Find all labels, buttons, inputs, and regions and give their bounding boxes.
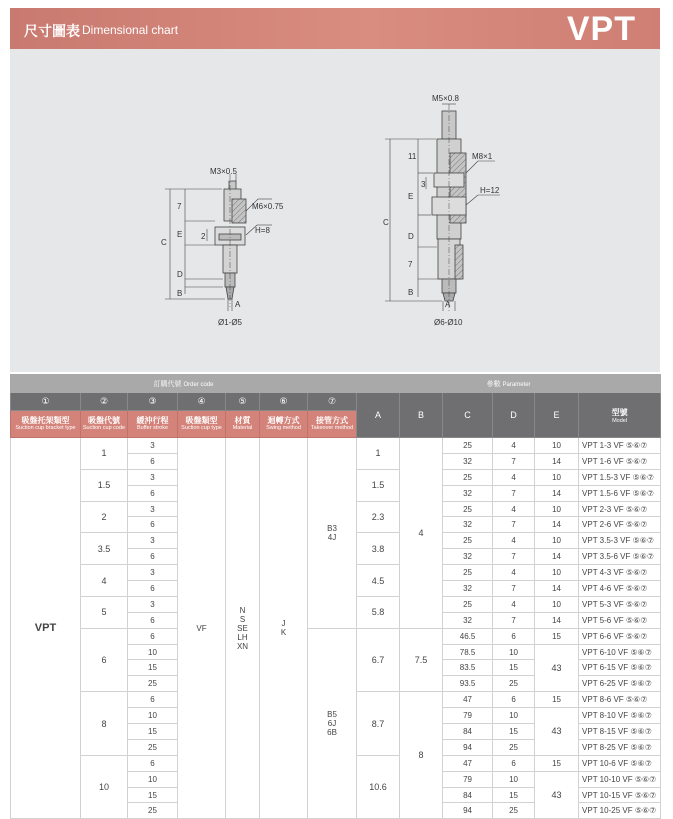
cup-code-cell: 4 — [81, 565, 128, 597]
right-thread-side-label: M8×1 — [472, 152, 493, 161]
stroke-cell: 25 — [128, 739, 178, 755]
right-hex-label: H=12 — [480, 186, 500, 195]
left-tip-label: Ø1-Ø5 — [218, 318, 243, 327]
order-code-header: 訂購代號 Order code — [11, 375, 357, 393]
right-dim-7-label: 7 — [408, 260, 413, 269]
left-hex-label: H=8 — [255, 226, 270, 235]
swing-option: J — [281, 619, 286, 629]
param-a-cell: 1.5 — [357, 469, 400, 501]
model-cell: VPT 4-3 VF ⑤⑥⑦ — [579, 565, 661, 581]
table-row — [11, 628, 661, 644]
param-a-cell: 4.5 — [357, 565, 400, 597]
model-cell: VPT 8-25 VF ⑤⑥⑦ — [579, 739, 661, 755]
stroke-cell: 6 — [128, 628, 178, 644]
param-c-cell: 94 — [443, 739, 493, 755]
model-cell: VPT 3.5-6 VF ⑤⑥⑦ — [579, 549, 661, 565]
material-option: XN — [236, 641, 249, 651]
param-d-cell: 15 — [493, 660, 535, 676]
right-dim-d-label: D — [408, 232, 414, 241]
param-e-cell: 10 — [535, 438, 579, 454]
param-e-cell: 15 — [535, 628, 579, 644]
param-e-cell: 10 — [535, 565, 579, 581]
param-a-cell: 8.7 — [357, 692, 400, 756]
bracket-type-cell: VPT — [11, 438, 81, 819]
specification-table — [10, 374, 661, 819]
left-dim-c-label: C — [161, 238, 167, 247]
param-d-cell: 4 — [493, 501, 535, 517]
param-b-cell: 7.5 — [400, 628, 443, 692]
param-d-cell: 7 — [493, 549, 535, 565]
param-a-cell: 3.8 — [357, 533, 400, 565]
param-e-cell: 10 — [535, 469, 579, 485]
param-a-cell: 6.7 — [357, 628, 400, 692]
model-cell: VPT 8-10 VF ⑤⑥⑦ — [579, 708, 661, 724]
param-d-cell: 25 — [493, 803, 535, 819]
param-d-cell: 6 — [493, 628, 535, 644]
param-c-cell: 79 — [443, 771, 493, 787]
param-c-cell: 32 — [443, 485, 493, 501]
param-e-cell: 43 — [535, 708, 579, 756]
param-c-cell: 94 — [443, 803, 493, 819]
stroke-cell: 6 — [128, 549, 178, 565]
param-c-cell: 84 — [443, 724, 493, 740]
param-d-cell: 10 — [493, 644, 535, 660]
model-cell: VPT 1.5-6 VF ⑤⑥⑦ — [579, 485, 661, 501]
param-c-cell: 84 — [443, 787, 493, 803]
right-dim-c-label: C — [383, 218, 389, 227]
param-c-cell: 47 — [443, 755, 493, 771]
stroke-cell: 15 — [128, 787, 178, 803]
right-thread-top-label: M5×0.8 — [432, 94, 459, 103]
stroke-cell: 6 — [128, 692, 178, 708]
model-cell: VPT 10-10 VF ⑤⑥⑦ — [579, 771, 661, 787]
cup-code-cell: 3.5 — [81, 533, 128, 565]
stroke-cell: 3 — [128, 565, 178, 581]
cup-code-cell: 10 — [81, 755, 128, 819]
param-a-cell: 1 — [357, 438, 400, 470]
param-b-cell: 4 — [400, 438, 443, 629]
left-dim-e-label: E — [177, 230, 183, 239]
param-d-cell: 4 — [493, 469, 535, 485]
left-dim-2-label: 2 — [201, 232, 206, 241]
stroke-cell: 6 — [128, 755, 178, 771]
model-cell: VPT 6-25 VF ⑤⑥⑦ — [579, 676, 661, 692]
model-cell: VPT 5-3 VF ⑤⑥⑦ — [579, 596, 661, 612]
model-cell: VPT 10-6 VF ⑤⑥⑦ — [579, 755, 661, 771]
model-cell: VPT 5-6 VF ⑤⑥⑦ — [579, 612, 661, 628]
material-option: N — [239, 605, 246, 615]
takeover-small-cell — [308, 438, 357, 629]
col-cup-type-header: 吸盤類型 Suction cup type — [178, 411, 226, 438]
stroke-cell: 10 — [128, 771, 178, 787]
param-c-cell: 25 — [443, 533, 493, 549]
right-tip-label: Ø6-Ø10 — [434, 318, 463, 327]
param-c-cell: 78.5 — [443, 644, 493, 660]
param-c-cell: 83.5 — [443, 660, 493, 676]
param-e-cell: 15 — [535, 692, 579, 708]
model-cell: VPT 1-3 VF ⑤⑥⑦ — [579, 438, 661, 454]
col-num-4: ④ — [178, 393, 226, 411]
takeover-option: B3 — [327, 523, 337, 533]
model-cell: VPT 1.5-3 VF ⑤⑥⑦ — [579, 469, 661, 485]
param-c-cell: 93.5 — [443, 676, 493, 692]
takeover-large-cell — [308, 628, 357, 819]
param-e-cell: 14 — [535, 453, 579, 469]
param-d-cell: 15 — [493, 724, 535, 740]
col-model-header: 型號 Model — [579, 393, 661, 438]
left-dim-7-label: 7 — [177, 202, 182, 211]
col-c-header: C — [443, 393, 493, 438]
param-e-cell: 14 — [535, 581, 579, 597]
param-e-cell: 43 — [535, 644, 579, 692]
param-e-cell: 14 — [535, 485, 579, 501]
table-row — [11, 438, 661, 454]
model-cell: VPT 6-10 VF ⑤⑥⑦ — [579, 644, 661, 660]
col-num-1: ① — [11, 393, 81, 411]
stroke-cell: 6 — [128, 612, 178, 628]
col-d-header: D — [493, 393, 535, 438]
parameter-header: 參數 Parameter — [357, 375, 661, 393]
param-d-cell: 7 — [493, 485, 535, 501]
param-c-cell: 25 — [443, 565, 493, 581]
param-e-cell: 10 — [535, 501, 579, 517]
stroke-cell: 6 — [128, 485, 178, 501]
left-thread-side-label: M6×0.75 — [252, 202, 284, 211]
stroke-cell: 6 — [128, 581, 178, 597]
param-e-cell: 14 — [535, 549, 579, 565]
col-code-header: 吸盤代號 Suction cup code — [81, 411, 128, 438]
right-dim-e-label: E — [408, 192, 414, 201]
cup-code-cell: 2 — [81, 501, 128, 533]
right-dim-a-label: A — [445, 300, 451, 309]
swing-option: K — [280, 628, 287, 638]
param-c-cell: 25 — [443, 501, 493, 517]
stroke-cell: 3 — [128, 501, 178, 517]
param-a-cell: 2.3 — [357, 501, 400, 533]
stroke-cell: 25 — [128, 676, 178, 692]
col-e-header: E — [535, 393, 579, 438]
col-num-7: ⑦ — [308, 393, 357, 411]
param-e-cell: 15 — [535, 755, 579, 771]
param-b-cell: 8 — [400, 692, 443, 819]
left-dim-a-label: A — [235, 300, 241, 309]
param-d-cell: 25 — [493, 676, 535, 692]
right-dim-b-label: B — [408, 288, 414, 297]
param-c-cell: 32 — [443, 453, 493, 469]
model-cell: VPT 2-6 VF ⑤⑥⑦ — [579, 517, 661, 533]
takeover-option: B5 — [327, 710, 337, 720]
param-e-cell: 43 — [535, 771, 579, 819]
param-d-cell: 10 — [493, 771, 535, 787]
param-c-cell: 79 — [443, 708, 493, 724]
header-title-zh: 尺寸圖表 — [24, 23, 80, 39]
col-a-header: A — [357, 393, 400, 438]
stroke-cell: 25 — [128, 803, 178, 819]
col-num-6: ⑥ — [260, 393, 308, 411]
model-cell: VPT 10-15 VF ⑤⑥⑦ — [579, 787, 661, 803]
param-c-cell: 46.5 — [443, 628, 493, 644]
page-header — [10, 8, 660, 49]
dimensional-drawing — [10, 49, 660, 372]
col-num-3: ③ — [128, 393, 178, 411]
param-d-cell: 7 — [493, 581, 535, 597]
header-title-en: Dimensional chart — [82, 23, 179, 37]
col-material-header: 材質 Material — [226, 411, 260, 438]
param-d-cell: 10 — [493, 708, 535, 724]
stroke-cell: 6 — [128, 517, 178, 533]
col-takeover-header: 接管方式 Takeover method — [308, 411, 357, 438]
col-swing-header: 迴轉方式 Swing method — [260, 411, 308, 438]
param-d-cell: 4 — [493, 565, 535, 581]
stroke-cell: 6 — [128, 453, 178, 469]
left-dim-b-label: B — [177, 289, 183, 298]
param-d-cell: 25 — [493, 739, 535, 755]
param-c-cell: 32 — [443, 517, 493, 533]
model-cell: VPT 4-6 VF ⑤⑥⑦ — [579, 581, 661, 597]
header-model: VPT — [566, 10, 636, 48]
stroke-cell: 10 — [128, 708, 178, 724]
takeover-option: 6J — [327, 719, 337, 729]
param-e-cell: 10 — [535, 596, 579, 612]
model-cell: VPT 1-6 VF ⑤⑥⑦ — [579, 453, 661, 469]
cup-type-cell: VF — [178, 438, 226, 819]
material-option: S — [239, 614, 246, 624]
param-c-cell: 25 — [443, 438, 493, 454]
stroke-cell: 3 — [128, 469, 178, 485]
stroke-cell: 3 — [128, 438, 178, 454]
col-num-2: ② — [81, 393, 128, 411]
model-cell: VPT 6-15 VF ⑤⑥⑦ — [579, 660, 661, 676]
param-d-cell: 7 — [493, 612, 535, 628]
right-dim-11-label: 11 — [408, 152, 417, 161]
stroke-cell: 3 — [128, 596, 178, 612]
model-cell: VPT 8-15 VF ⑤⑥⑦ — [579, 724, 661, 740]
stroke-cell: 10 — [128, 644, 178, 660]
takeover-option: 6B — [327, 728, 337, 738]
model-cell: VPT 6-6 VF ⑤⑥⑦ — [579, 628, 661, 644]
stroke-cell: 15 — [128, 660, 178, 676]
col-stroke-header: 緩沖行程 Buffer stroke — [128, 411, 178, 438]
param-d-cell: 6 — [493, 692, 535, 708]
large-part-drawing — [432, 104, 466, 311]
cup-code-cell: 6 — [81, 628, 128, 692]
stroke-cell: 3 — [128, 533, 178, 549]
model-cell: VPT 8-6 VF ⑤⑥⑦ — [579, 692, 661, 708]
param-c-cell: 25 — [443, 596, 493, 612]
model-cell: VPT 10-25 VF ⑤⑥⑦ — [579, 803, 661, 819]
stroke-cell: 15 — [128, 724, 178, 740]
param-a-cell: 5.8 — [357, 596, 400, 628]
param-d-cell: 15 — [493, 787, 535, 803]
material-option: SE — [237, 623, 248, 633]
param-c-cell: 32 — [443, 612, 493, 628]
param-d-cell: 4 — [493, 438, 535, 454]
param-d-cell: 6 — [493, 755, 535, 771]
material-cell — [226, 438, 260, 819]
model-cell: VPT 2-3 VF ⑤⑥⑦ — [579, 501, 661, 517]
material-option: LH — [237, 632, 248, 642]
param-a-cell: 10.6 — [357, 755, 400, 819]
param-c-cell: 25 — [443, 469, 493, 485]
param-c-cell: 47 — [443, 692, 493, 708]
param-c-cell: 32 — [443, 549, 493, 565]
col-b-header: B — [400, 393, 443, 438]
param-e-cell: 10 — [535, 533, 579, 549]
right-dim-3-label: 3 — [421, 180, 426, 189]
left-thread-top-label: M3×0.5 — [210, 167, 237, 176]
param-e-cell: 14 — [535, 612, 579, 628]
left-dim-d-label: D — [177, 270, 183, 279]
cup-code-cell: 5 — [81, 596, 128, 628]
param-d-cell: 7 — [493, 517, 535, 533]
col-num-5: ⑤ — [226, 393, 260, 411]
model-cell: VPT 3.5-3 VF ⑤⑥⑦ — [579, 533, 661, 549]
cup-code-cell: 8 — [81, 692, 128, 756]
param-d-cell: 7 — [493, 453, 535, 469]
col-bracket-header: 吸盤托架類型 Suction cup bracket type — [11, 411, 81, 438]
swing-cell — [260, 438, 308, 819]
param-d-cell: 4 — [493, 596, 535, 612]
takeover-option: 4J — [327, 532, 337, 542]
drawing-svg — [10, 49, 660, 372]
cup-code-cell: 1 — [81, 438, 128, 470]
cup-code-cell: 1.5 — [81, 469, 128, 501]
param-e-cell: 14 — [535, 517, 579, 533]
param-d-cell: 4 — [493, 533, 535, 549]
param-c-cell: 32 — [443, 581, 493, 597]
